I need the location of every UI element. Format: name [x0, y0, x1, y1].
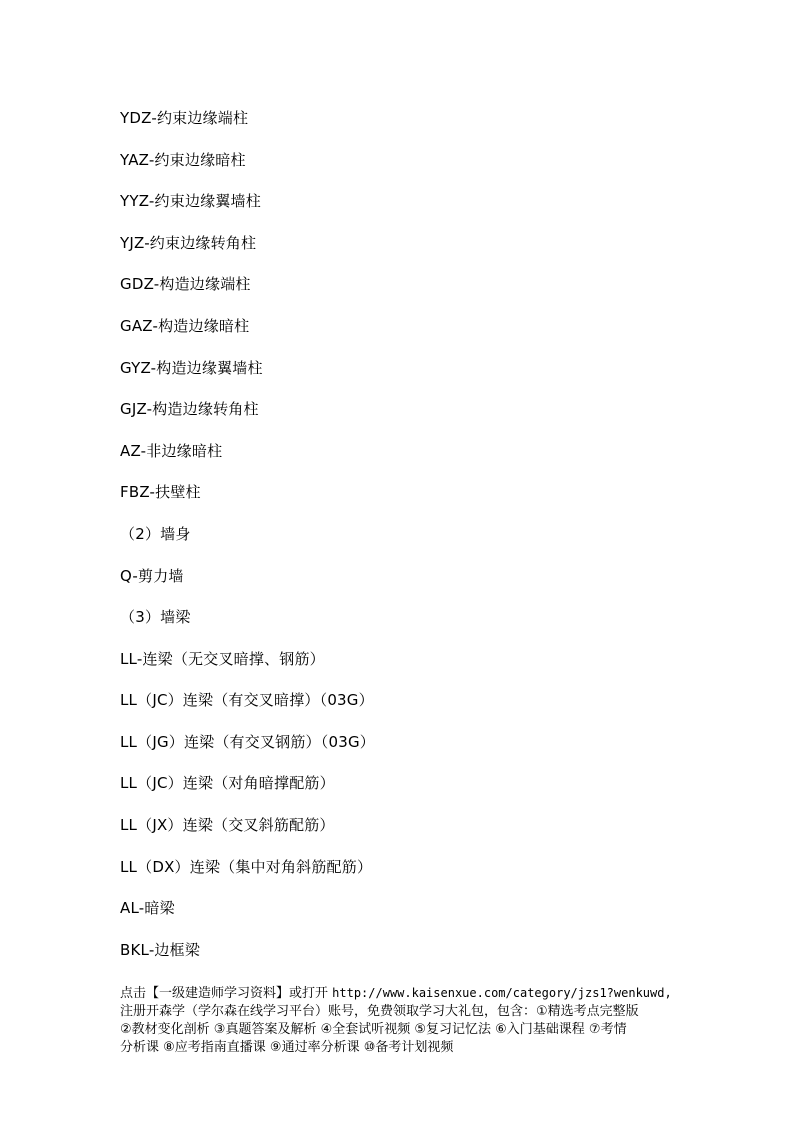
- text-line: YYZ-约束边缘翼墙柱: [120, 192, 261, 210]
- section-heading: （2）墙身: [120, 525, 191, 543]
- text-line: FBZ-扶壁柱: [120, 483, 201, 501]
- text-line: YJZ-约束边缘转角柱: [120, 234, 257, 252]
- text-line: YAZ-约束边缘暗柱: [120, 151, 246, 169]
- text-line: LL（DX）连梁（集中对角斜筋配筋）: [120, 858, 373, 876]
- text-line: Q-剪力墙: [120, 567, 184, 585]
- text-line: LL（JX）连梁（交叉斜筋配筋）: [120, 816, 335, 834]
- text-line: BKL-边框梁: [120, 941, 201, 959]
- text-line: GDZ-构造边缘端柱: [120, 275, 251, 293]
- text-line: GAZ-构造边缘暗柱: [120, 317, 250, 335]
- text-line: GJZ-构造边缘转角柱: [120, 400, 259, 418]
- text-line: AL-暗梁: [120, 899, 175, 917]
- promo-row-1: [120, 984, 680, 1003]
- text-line: LL（JC）连梁（对角暗撑配筋）: [120, 774, 335, 792]
- promo-row-4: 分析课 ⑧应考指南直播课 ⑨通过率分析课 ⑩备考计划视频: [120, 1040, 454, 1055]
- promo-row-3: ②教材变化剖析 ③真题答案及解析 ④全套试听视频 ⑤复习记忆法 ⑥入门基础课程 ⑦考情: [120, 1022, 627, 1037]
- section-heading: （3）墙梁: [120, 608, 191, 626]
- promo-footer: [120, 984, 680, 1057]
- text-line: LL（JG）连梁（有交叉钢筋）（03G）: [120, 733, 375, 751]
- text-line: LL（JC）连梁（有交叉暗撑）（03G）: [120, 691, 374, 709]
- promo-link[interactable]: http://www.kaisenxue.com/category/jzs1?wenkuwd,: [332, 986, 672, 1000]
- text-line: AZ-非边缘暗柱: [120, 442, 223, 460]
- promo-row-2: 注册开森学（学尔森在线学习平台）账号，免费领取学习大礼包，包含：①精选考点完整版: [120, 1004, 639, 1019]
- promo-prefix: 点击【一级建造师学习资料】或打开: [120, 986, 333, 1001]
- text-line: YDZ-约束边缘端柱: [120, 109, 249, 127]
- text-line: GYZ-构造边缘翼墙柱: [120, 359, 263, 377]
- text-line: LL-连梁（无交叉暗撑、钢筋）: [120, 650, 325, 668]
